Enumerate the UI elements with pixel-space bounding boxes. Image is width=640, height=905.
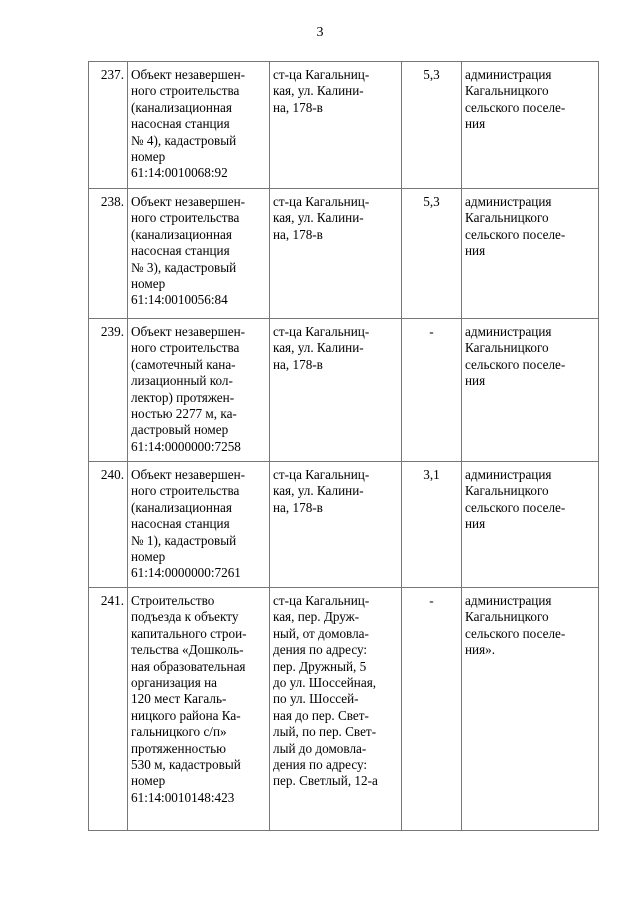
cell-line: 61:14:0010148:423 [131, 789, 235, 805]
cell-line: сельского поселе- [465, 99, 566, 115]
cell-line: кая, ул. Калини- [273, 83, 364, 99]
cell-line: Объект незавершен- [131, 324, 246, 339]
cell-line: дастровый номер [131, 422, 229, 438]
page-number: 3 [316, 25, 324, 40]
cell-line: 61:14:0010056:84 [131, 292, 228, 308]
cell-line: ная до пер. Свет- [273, 707, 369, 723]
object-name-cell [128, 462, 270, 588]
cell-line: администрация [465, 324, 552, 339]
cell-line: протяженностью [131, 740, 227, 756]
table-row [89, 588, 599, 831]
row-number: 241. [89, 588, 128, 831]
cell-line: лектор) протяжен- [131, 389, 235, 405]
cell-line: ный, от домовла- [273, 625, 369, 641]
cell-line: сельского поселе- [465, 356, 566, 372]
cell-line: Объект незавершен- [131, 194, 246, 209]
cell-line: насосная станция [131, 516, 230, 532]
cell-line: 120 мест Кагаль- [131, 691, 227, 707]
object-name-cell [128, 189, 270, 319]
registry-table [88, 61, 599, 831]
cell-line: ст-ца Кагальниц- [273, 194, 370, 209]
cell-line: Кагальницкого [465, 483, 549, 499]
cell-line: сельского поселе- [465, 226, 566, 242]
cell-line: организация на [131, 675, 218, 691]
table-row [89, 62, 599, 189]
cell-line: ния [465, 116, 486, 132]
cell-line: Объект незавершен- [131, 467, 246, 482]
address-cell [270, 462, 402, 588]
cell-line: подъезда к объекту [131, 609, 239, 625]
cell-line: лый, по пер. Свет- [273, 724, 377, 740]
cell-line: ного строительства [131, 83, 240, 99]
cell-line: кая, ул. Калини- [273, 483, 364, 499]
area-cell: - [402, 319, 462, 462]
cell-line: Строительство [131, 593, 215, 608]
cell-line: ния». [465, 642, 496, 658]
area-cell: 5,3 [402, 62, 462, 189]
address-cell [270, 588, 402, 831]
table-row [89, 319, 599, 462]
cell-line: ния [465, 243, 486, 259]
owner-cell [462, 319, 599, 462]
cell-line: сельского поселе- [465, 499, 566, 515]
cell-line: (самотечный кана- [131, 356, 236, 372]
cell-line: № 3), кадастровый [131, 259, 237, 275]
cell-line: номер [131, 149, 166, 165]
cell-line: кая, ул. Калини- [273, 210, 364, 226]
cell-line: ния [465, 373, 486, 389]
cell-line: (канализационная [131, 226, 232, 242]
cell-line: администрация [465, 593, 552, 608]
registry-table-body [89, 62, 599, 831]
row-number: 240. [89, 462, 128, 588]
cell-line: администрация [465, 67, 552, 82]
table-row [89, 189, 599, 319]
cell-line: (канализационная [131, 499, 232, 515]
cell-line: администрация [465, 467, 552, 482]
cell-line: ного строительства [131, 210, 240, 226]
cell-line: ст-ца Кагальниц- [273, 593, 370, 608]
cell-line: Объект незавершен- [131, 67, 246, 82]
cell-line: Кагальницкого [465, 210, 549, 226]
cell-line: номер [131, 276, 166, 292]
cell-line: пер. Дружный, 5 [273, 658, 367, 674]
cell-line: администрация [465, 194, 552, 209]
cell-line: ст-ца Кагальниц- [273, 467, 370, 482]
row-number: 238. [89, 189, 128, 319]
table-row [89, 462, 599, 588]
cell-line: насосная станция [131, 243, 230, 259]
area-cell: 3,1 [402, 462, 462, 588]
cell-line: ницкого района Ка- [131, 707, 241, 723]
address-cell [270, 62, 402, 189]
cell-line: ст-ца Кагальниц- [273, 324, 370, 339]
cell-line: Кагальницкого [465, 609, 549, 625]
owner-cell [462, 462, 599, 588]
cell-line: 61:14:0000000:7258 [131, 438, 241, 454]
object-name-cell [128, 319, 270, 462]
cell-line: ностью 2277 м, ка- [131, 406, 237, 422]
cell-line: капитального строи- [131, 625, 247, 641]
cell-line: пер. Светлый, 12-а [273, 773, 378, 789]
cell-line: номер [131, 773, 166, 789]
address-cell [270, 189, 402, 319]
object-name-cell [128, 62, 270, 189]
cell-line: на, 178-в [273, 499, 323, 515]
row-number: 239. [89, 319, 128, 462]
cell-line: на, 178-в [273, 356, 323, 372]
cell-line: номер [131, 549, 166, 565]
row-number: 237. [89, 62, 128, 189]
cell-line: Кагальницкого [465, 340, 549, 356]
cell-line: 61:14:0010068:92 [131, 165, 228, 181]
cell-line: сельского поселе- [465, 625, 566, 641]
owner-cell [462, 62, 599, 189]
cell-line: ная образовательная [131, 658, 246, 674]
address-cell [270, 319, 402, 462]
area-cell: - [402, 588, 462, 831]
cell-line: насосная станция [131, 116, 230, 132]
cell-line: ного строительства [131, 340, 240, 356]
cell-line: № 1), кадастровый [131, 532, 237, 548]
cell-line: тельства «Дошколь- [131, 642, 244, 658]
cell-line: лизационный кол- [131, 373, 233, 389]
owner-cell [462, 189, 599, 319]
cell-line: кая, ул. Калини- [273, 340, 364, 356]
cell-line: 530 м, кадастровый [131, 757, 241, 773]
cell-line: 61:14:0000000:7261 [131, 565, 241, 581]
cell-line: лый до домовла- [273, 740, 367, 756]
cell-line: ст-ца Кагальниц- [273, 67, 370, 82]
cell-line: ния [465, 516, 486, 532]
cell-line: по ул. Шоссей- [273, 691, 359, 707]
cell-line: (канализационная [131, 99, 232, 115]
area-cell: 5,3 [402, 189, 462, 319]
cell-line: до ул. Шоссейная, [273, 675, 377, 691]
object-name-cell [128, 588, 270, 831]
cell-line: Кагальницкого [465, 83, 549, 99]
cell-line: дения по адресу: [273, 757, 368, 773]
cell-line: ного строительства [131, 483, 240, 499]
cell-line: дения по адресу: [273, 642, 368, 658]
owner-cell [462, 588, 599, 831]
cell-line: гальницкого с/п» [131, 724, 227, 740]
cell-line: на, 178-в [273, 99, 323, 115]
cell-line: № 4), кадастровый [131, 132, 237, 148]
cell-line: на, 178-в [273, 226, 323, 242]
cell-line: кая, пер. Друж- [273, 609, 360, 625]
